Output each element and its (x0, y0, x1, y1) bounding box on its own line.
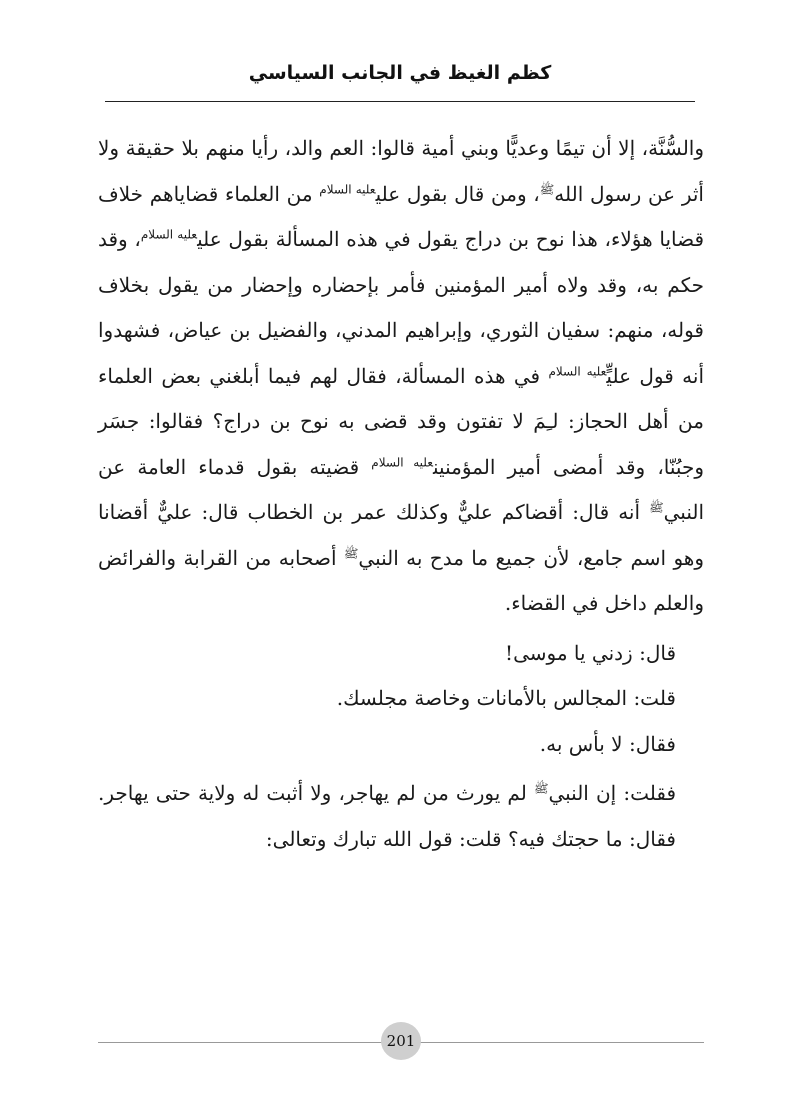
paragraph-5 (98, 771, 704, 862)
text-run: أنه قال: أقضاكم عليٌّ وكذلك عمر بن الخطاب قال: عليٌّ أقضانا وهو اسم جامع، لأن جميع ما مدح به النبي (98, 500, 704, 570)
honorific-glyph: عليه السلام (371, 454, 434, 469)
honorific-glyph: ﷺ (343, 545, 359, 560)
paragraph-2: قال: زدني يا موسى! (505, 640, 676, 665)
paragraph-4: فقال: لا بأس به. (539, 731, 676, 756)
text-run: قضيته بقول قدماء العامة عن النبي (98, 454, 704, 524)
text-run: من العلماء قضاياهم خلاف قضايا هؤلاء، هذا نوح بن دراج يقول في هذه المسألة بقول علي (98, 181, 705, 251)
paragraph-1 (98, 126, 704, 627)
honorific-glyph: عليه السلام (319, 181, 376, 196)
honorific-glyph: ﷺ (649, 500, 664, 515)
text-run: والسُّنَّة، إلا أن تيمًا وعديًّا وبني أمية قالوا: العم والد، رأيا منهم بلا حقيقة ولا أثر عن رسول الله (98, 136, 704, 206)
page-number-badge: 201 (381, 1022, 421, 1060)
text-run: ، ومن قال بقول علي (375, 181, 540, 206)
running-header-title: كظم الغيظ في الجانب السياسي (248, 62, 552, 84)
text-run: أصحابه من القرابة والفرائض والعلم داخل في القضاء. (98, 545, 704, 615)
text-run: ، وقد حكم به، وقد ولاه أمير المؤمنين فأمر بإحضاره وإحضار من يقول بخلاف قوله، منهم: سفيان الثوري، وإبراهيم المدني، والفضيل بن عياض، فشهدوا أنه قول عليٍّ (98, 227, 705, 388)
header-rule (105, 101, 695, 102)
paragraph-3: قلت: المجالس بالأمانات وخاصة مجلسك. (336, 686, 676, 710)
text-run: لم يورث من لم يهاجر، ولا أثبت له ولاية حتى يهاجر. فقال: ما حجتك فيه؟ قلت: قول الله تبارك وتعالى: (98, 781, 676, 851)
page-body (98, 126, 704, 862)
honorific-glyph: عليه السلام (140, 227, 198, 242)
page-footer (98, 1022, 704, 1062)
text-run: في هذه المسألة، فقال لهم فيما أبلغني بعض العلماء من أهل الحجاز: لـِمَ لا تفتون وقد قضى به نوح بن دراج؟ فقالوا: جسَر وجبُنّا، وقد أمضى أمير المؤمنين (98, 363, 704, 479)
text-run: فقلت: إن النبي (548, 781, 677, 805)
honorific-glyph: ﷺ (539, 181, 555, 196)
honorific-glyph: ﷺ (533, 781, 549, 796)
honorific-glyph: عليه السلام (548, 363, 607, 378)
